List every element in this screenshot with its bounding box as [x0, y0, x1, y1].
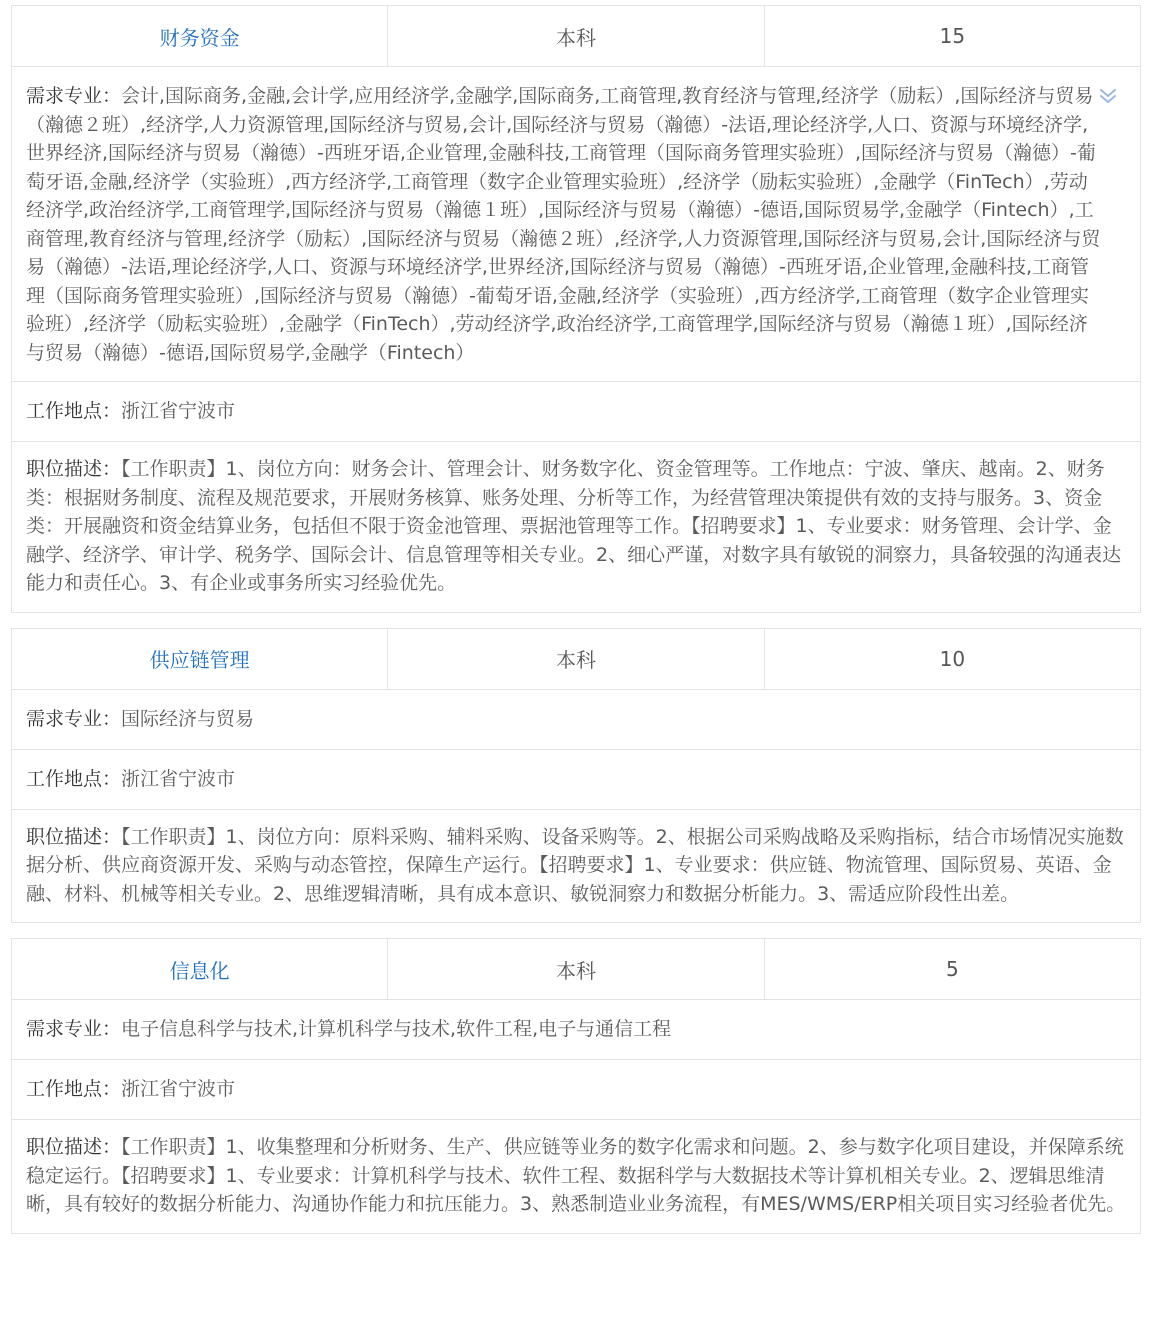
headcount: 15	[764, 6, 1140, 66]
location-value: 浙江省宁波市	[121, 400, 236, 422]
headcount: 5	[764, 939, 1140, 999]
description-value: 【工作职责】1、岗位方向：财务会计、管理会计、财务数字化、资金管理等。工作地点：宁波、肇庆、越南。2、财务类：根据财务制度、流程及规范要求，开展财务核算、账务处理、分析等工作，为经营管理决策提供有效的支持与服务。3、资金类：开展融资和资金结算业务，包括但不限于资金池管理、票据池管理等工作。【招聘要求】1、专业要求：财务管理、会计学、金融学、经济学、审计学、税务学、国际会计、信息管理等相关专业。2、细心严谨，对数字具有敏锐的洞察力，具备较强的沟通表达能力和责任心。3、有企业或事务所实习经验优先。	[26, 458, 1122, 594]
job-title-link[interactable]: 财务资金	[159, 25, 240, 50]
job-card-header	[12, 6, 1140, 67]
description-row	[12, 1120, 1140, 1233]
location-row	[12, 750, 1140, 810]
location-label: 工作地点：	[26, 400, 122, 422]
degree-requirement: 本科	[387, 6, 763, 66]
description-value: 【工作职责】1、岗位方向：原料采购、辅料采购、设备采购等。2、根据公司采购战略及采购指标，结合市场情况实施数据分析、供应商资源开发、采购与动态管控，保障生产运行。【招聘要求】1、专业要求：供应链、物流管理、国际贸易、英语、金融、材料、机械等相关专业。2、思维逻辑清晰，具有成本意识、敏锐洞察力和数据分析能力。3、需适应阶段性出差。	[26, 825, 1124, 905]
majors-label: 需求专业：	[26, 85, 122, 107]
majors-row	[12, 690, 1140, 750]
description-label: 职位描述：	[26, 825, 122, 848]
description-row	[12, 810, 1140, 923]
job-card	[11, 5, 1141, 613]
location-label: 工作地点：	[26, 1078, 122, 1100]
job-card	[11, 628, 1141, 924]
job-card-header	[12, 939, 1140, 1000]
majors-value: 会计,国际商务,金融,会计学,应用经济学,金融学,国际商务,工商管理,教育经济与管理,经济学（励耘）,国际经济与贸易（瀚德２班）,经济学,人力资源管理,国际经济与贸易,会计,国际经济与贸易（瀚德）-法语,理论经济学,人口、资源与环境经济学,世界经济,国际经济与贸易（瀚德）-西班牙语,企业管理,金融科技,工商管理（国际商务管理实验班）,国际经济与贸易（瀚德）-葡萄牙语,金融,经济学（实验班）,西方经济学,工商管理（数字企业管理实验班）,经济学（励耘实验班）,金融学（FinTech）,劳动经济学,政治经济学,工商管理学,国际经济与贸易（瀚德１班）,国际经济与贸易（瀚德）-德语,国际贸易学,金融学（Fintech）,工商管理,教育经济与管理,经济学（励耘）,国际经济与贸易（瀚德２班）,经济学,人力资源管理,国际经济与贸易,会计,国际经济与贸易（瀚德）-法语,理论经济学,人口、资源与环境经济学,世界经济,国际经济与贸易（瀚德）-西班牙语,企业管理,金融科技,工商管理（国际商务管理实验班）,国际经济与贸易（瀚德）-葡萄牙语,金融,经济学（实验班）,西方经济学,工商管理（数字企业管理实验班）,经济学（励耘实验班）,金融学（FinTech）,劳动经济学,政治经济学,工商管理学,国际经济与贸易（瀚德１班）,国际经济与贸易（瀚德）-德语,国际贸易学,金融学（Fintech）	[26, 85, 1101, 364]
location-label: 工作地点：	[26, 767, 122, 790]
description-label: 职位描述：	[26, 458, 122, 480]
majors-value: 电子信息科学与技术,计算机科学与技术,软件工程,电子与通信工程	[121, 1018, 672, 1040]
description-row	[12, 442, 1140, 612]
majors-row	[12, 67, 1140, 382]
location-value: 浙江省宁波市	[121, 767, 236, 790]
job-title-link[interactable]: 供应链管理	[149, 648, 250, 672]
job-title-link[interactable]: 信息化	[169, 958, 230, 983]
headcount: 10	[764, 629, 1140, 689]
description-value: 【工作职责】1、收集整理和分析财务、生产、供应链等业务的数字化需求和问题。2、参与数字化项目建设，并保障系统稳定运行。【招聘要求】1、专业要求：计算机科学与技术、软件工程、数据科学与大数据技术等计算机相关专业。2、逻辑思维清晰，具有较好的数据分析能力、沟通协作能力和抗压能力。3、熟悉制造业业务流程，有MES/WMS/ERP相关项目实习经验者优先。	[26, 1136, 1126, 1215]
job-card	[11, 938, 1141, 1234]
location-row	[12, 1060, 1140, 1120]
degree-requirement: 本科	[387, 939, 763, 999]
job-card-header	[12, 629, 1140, 690]
degree-requirement: 本科	[387, 629, 763, 689]
description-label: 职位描述：	[26, 1136, 122, 1158]
majors-row	[12, 1000, 1140, 1060]
majors-label: 需求专业：	[26, 1018, 122, 1040]
chevron-double-down-icon[interactable]	[1098, 87, 1118, 105]
location-row	[12, 382, 1140, 442]
majors-label: 需求专业：	[26, 707, 122, 730]
majors-value: 国际经济与贸易	[121, 707, 255, 730]
location-value: 浙江省宁波市	[121, 1078, 236, 1100]
